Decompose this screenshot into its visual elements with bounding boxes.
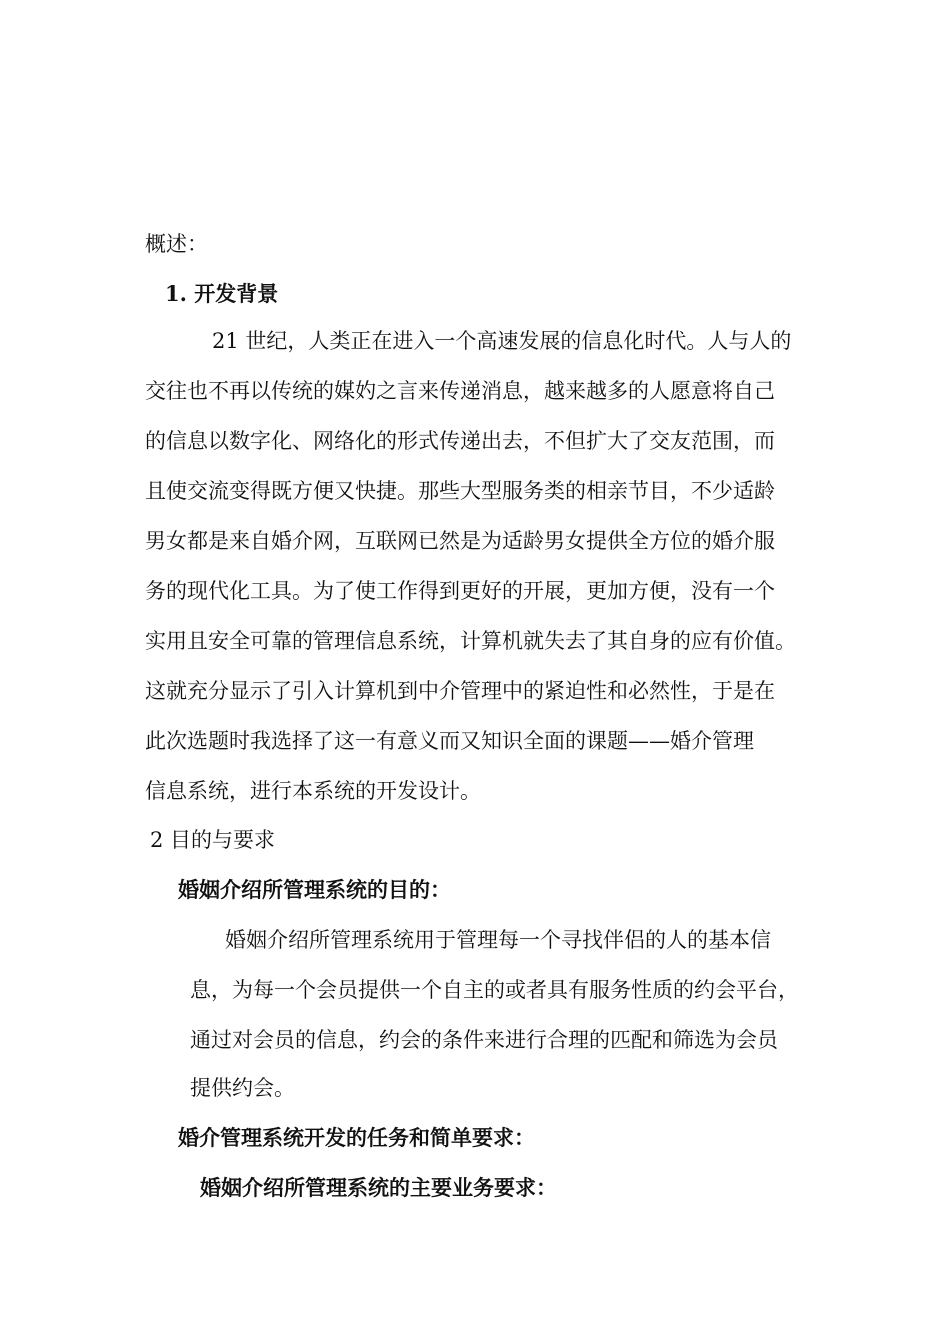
background-paragraph-line: 此次选题时我选择了这一有意义而又知识全面的课题——婚介管理 [145, 729, 754, 753]
background-paragraph-line: 的信息以数字化、网络化的形式传递出去，不但扩大了交友范围，而 [145, 429, 775, 453]
section-heading-background: 1. 开发背景 [165, 281, 279, 306]
background-paragraph-line: 21 世纪，人类正在进入一个高速发展的信息化时代。人与人的 [212, 329, 792, 353]
purpose-paragraph-line: 息，为每一个会员提供一个自主的或者具有服务性质的约会平台， [190, 978, 799, 1002]
purpose-paragraph-line: 婚姻介绍所管理系统用于管理每一个寻找伴侣的人的基本信 [225, 928, 771, 952]
background-paragraph-line: 且使交流变得既方便又快捷。那些大型服务类的相亲节目，不少适龄 [145, 479, 775, 503]
background-paragraph-line: 男女都是来自婚介网，互联网已然是为适龄男女提供全方位的婚介服 [145, 529, 775, 553]
background-paragraph-line: 务的现代化工具。为了使工作得到更好的开展，更加方便，没有一个 [145, 579, 775, 603]
overview-label: 概述： [145, 232, 208, 256]
purpose-paragraph-line: 通过对会员的信息，约会的条件来进行合理的匹配和筛选为会员 [190, 1028, 778, 1052]
tasks-heading: 婚介管理系统开发的任务和简单要求： [178, 1125, 535, 1150]
purpose-heading: 婚姻介绍所管理系统的目的： [178, 877, 451, 902]
purpose-paragraph-line: 提供约会。 [190, 1076, 295, 1100]
background-paragraph-line: 信息系统，进行本系统的开发设计。 [145, 779, 481, 803]
section-heading-purpose: 2 目的与要求 [150, 828, 276, 852]
background-paragraph-line: 实用且安全可靠的管理信息系统，计算机就失去了其自身的应有价值。 [145, 629, 796, 653]
background-paragraph-line: 这就充分显示了引入计算机到中介管理中的紧迫性和必然性，于是在 [145, 679, 775, 703]
business-requirements-heading: 婚姻介绍所管理系统的主要业务要求： [200, 1175, 557, 1200]
background-paragraph-line: 交往也不再以传统的媒妁之言来传递消息，越来越多的人愿意将自己 [145, 379, 775, 403]
